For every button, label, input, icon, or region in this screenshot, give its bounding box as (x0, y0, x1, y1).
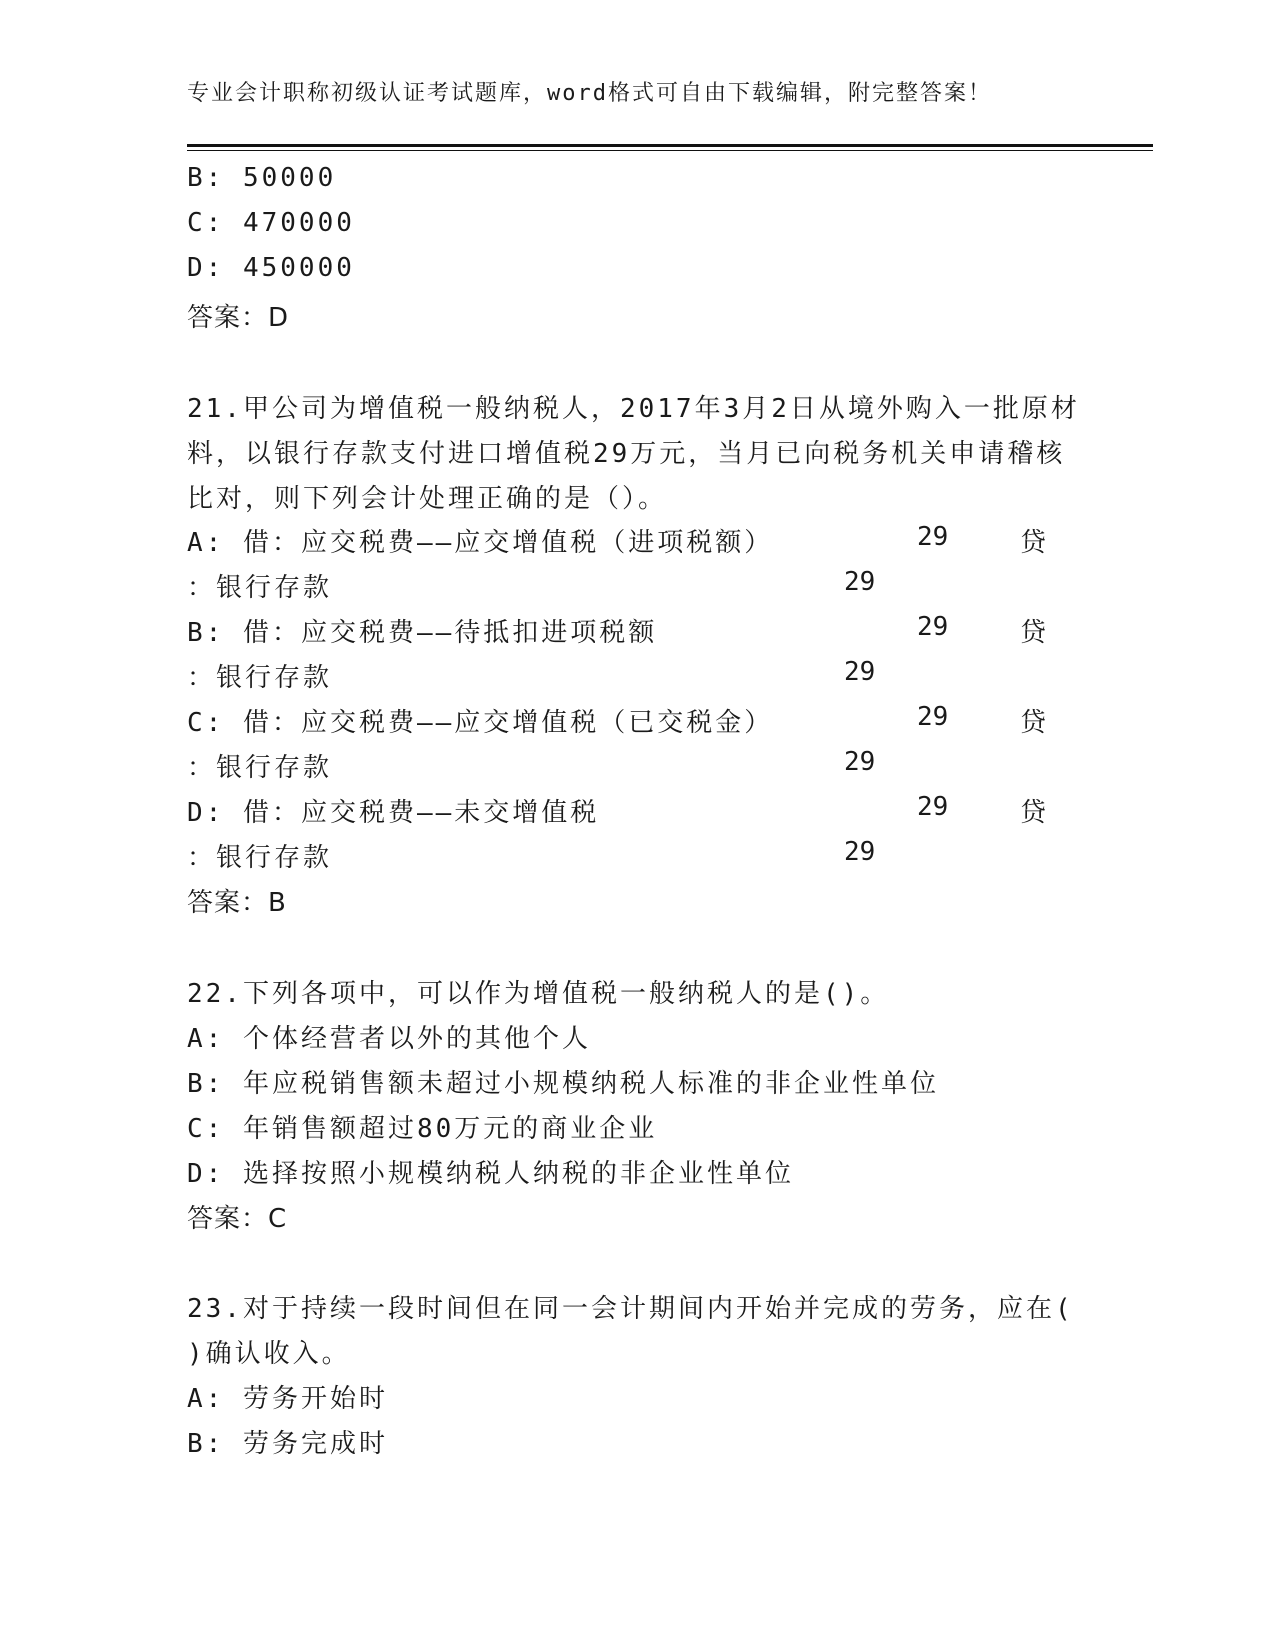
q21-option-c-debit: C: 借：应交税费——应交增值税（已交税金） (187, 708, 774, 738)
q21-option-d-credit: ：银行存款 (187, 843, 333, 873)
q23-stem-line1: 23.对于持续一段时间但在同一会计期间内开始并完成的劳务，应在( (187, 1294, 1074, 1324)
q21-option-a-credit: ：银行存款 (187, 573, 333, 603)
q22-option-c: C: 年销售额超过80万元的商业企业 (187, 1114, 658, 1144)
q21-option-b-credit-word: 贷 (1020, 618, 1047, 648)
q21-option-c-debit-amount: 29 (917, 702, 949, 732)
q21-option-d-credit-word: 贷 (1020, 798, 1047, 828)
q21-option-c-credit-word: 贷 (1020, 708, 1047, 738)
q21-option-c-credit-amount: 29 (844, 747, 876, 777)
q20-answer: 答案：D (187, 303, 290, 333)
q22-option-a: A: 个体经营者以外的其他个人 (187, 1024, 591, 1054)
q23-option-b: B: 劳务完成时 (187, 1429, 388, 1459)
q21-option-b-credit: ：银行存款 (187, 663, 333, 693)
q21-option-d-debit: D: 借：应交税费——未交增值税 (187, 798, 600, 828)
q20-option-b: B: 50000 (187, 163, 337, 193)
header-rule-thick (187, 144, 1153, 147)
q21-answer: 答案：B (187, 888, 287, 918)
q22-option-b: B: 年应税销售额未超过小规模纳税人标准的非企业性单位 (187, 1069, 939, 1099)
q21-option-a-debit: A: 借：应交税费——应交增值税（进项税额） (187, 528, 774, 558)
q21-option-c-credit: ：银行存款 (187, 753, 333, 783)
q21-stem-line3: 比对，则下列会计处理正确的是（）。 (187, 484, 668, 514)
q23-option-a: A: 劳务开始时 (187, 1384, 388, 1414)
page-header: 专业会计职称初级认证考试题库，word格式可自由下载编辑，附完整答案！ (187, 81, 992, 106)
q23-stem-line2: )确认收入。 (187, 1339, 351, 1369)
q21-option-d-debit-amount: 29 (917, 792, 949, 822)
q21-option-b-debit: B: 借：应交税费——待抵扣进项税额 (187, 618, 658, 648)
q21-option-b-debit-amount: 29 (917, 612, 949, 642)
q22-option-d: D: 选择按照小规模纳税人纳税的非企业性单位 (187, 1159, 794, 1189)
q21-stem-line1: 21.甲公司为增值税一般纳税人，2017年3月2日从境外购入一批原材 (187, 394, 1080, 424)
q21-option-d-credit-amount: 29 (844, 837, 876, 867)
q22-stem: 22.下列各项中，可以作为增值税一般纳税人的是()。 (187, 979, 890, 1009)
q20-option-c: C: 470000 (187, 208, 355, 238)
q21-option-a-credit-amount: 29 (844, 567, 876, 597)
q21-stem-line2: 料，以银行存款支付进口增值税29万元，当月已向税务机关申请稽核 (187, 439, 1066, 469)
q21-option-a-credit-word: 贷 (1020, 528, 1047, 558)
q21-option-b-credit-amount: 29 (844, 657, 876, 687)
q22-answer: 答案：C (187, 1204, 288, 1234)
q21-option-a-debit-amount: 29 (917, 522, 949, 552)
q20-option-d: D: 450000 (187, 253, 355, 283)
header-rule-thin (187, 150, 1153, 151)
